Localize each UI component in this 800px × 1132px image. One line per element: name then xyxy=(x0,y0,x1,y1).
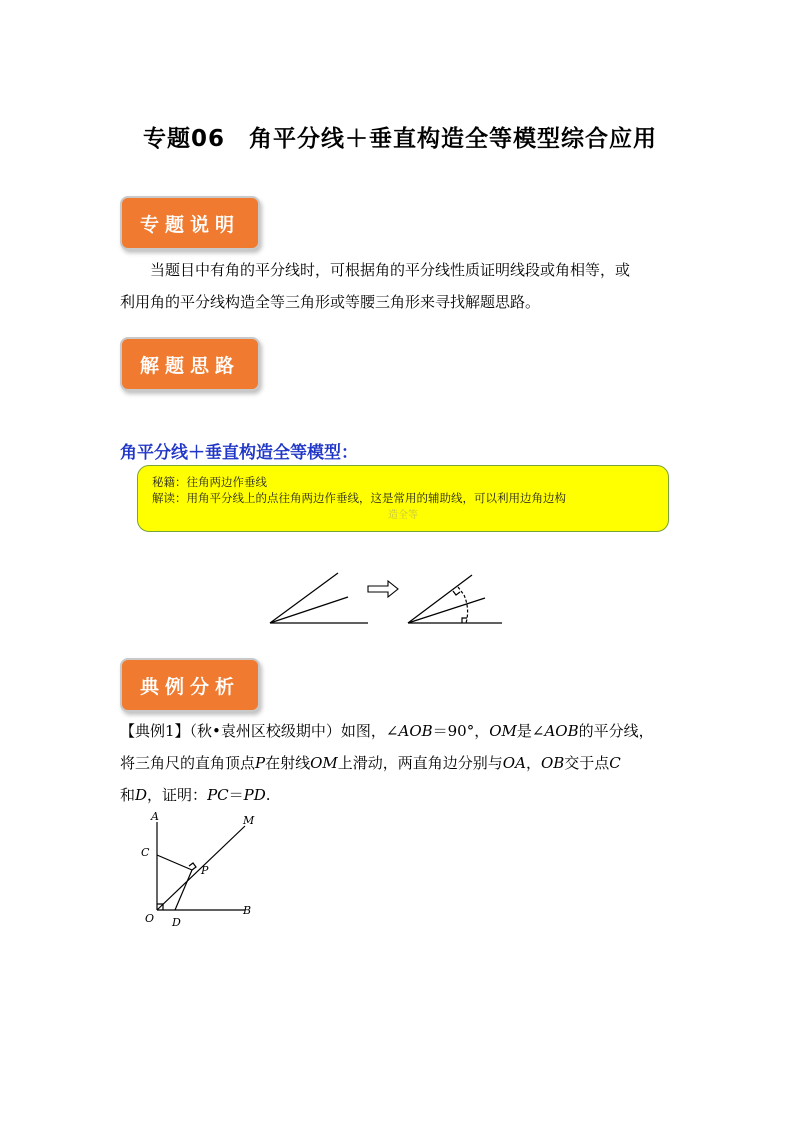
text-span: . xyxy=(265,786,271,804)
intro-paragraph xyxy=(120,254,685,318)
text-span: AOB xyxy=(398,722,433,740)
tip-line-1: 秘籍：往角两边作垂线 xyxy=(152,475,267,489)
text-span: OM xyxy=(310,754,338,772)
text-span: OA xyxy=(502,754,526,772)
text-span: OB xyxy=(540,754,565,772)
label-m: M xyxy=(243,814,255,827)
example-line-3 xyxy=(120,779,700,811)
text-span: ＝ xyxy=(228,786,244,804)
text-span: 在射线 xyxy=(265,754,311,772)
geometry-figure xyxy=(135,810,265,935)
text-span: P xyxy=(255,754,266,772)
angle-before xyxy=(270,573,368,623)
label-c: C xyxy=(141,846,150,859)
text-span: ，证明： xyxy=(147,786,208,804)
example-line-2 xyxy=(120,747,700,779)
example-tag: 【典例1】 xyxy=(120,722,190,740)
intro-line-2: 利用角的平分线构造全等三角形或等腰三角形来寻找解题思路。 xyxy=(120,293,541,311)
label-d: D xyxy=(172,916,181,929)
text-span: PC xyxy=(207,786,229,804)
text-span: 的平分线， xyxy=(578,722,654,740)
badge-example-analysis: 典例分析 xyxy=(120,658,260,712)
text-span: 上滑动，两直角边分别与 xyxy=(337,754,503,772)
example-source: （秋•袁州区校级期中） xyxy=(189,722,341,740)
text-span: ＝90°， xyxy=(432,722,490,740)
text-span: PD xyxy=(243,786,266,804)
badge-topic-explanation: 专题说明 xyxy=(120,196,260,250)
segment-pc xyxy=(157,855,192,870)
badge-solution-thinking: 解题思路 xyxy=(120,337,260,391)
arrow-icon xyxy=(368,581,398,597)
text-span: 将三角尺的直角顶点 xyxy=(120,754,256,772)
text-span: ， xyxy=(525,754,541,772)
text-span: AOB xyxy=(544,722,579,740)
label-a: A xyxy=(151,810,159,823)
label-p: P xyxy=(201,864,209,877)
text-span: 如图，∠ xyxy=(340,722,399,740)
tip-line-2: 解读：用角平分线上的点往角两边作垂线，这是常用的辅助线，可以利用边角边构 xyxy=(152,491,566,505)
angle-after xyxy=(408,575,502,623)
intro-line-1: 当题目中有角的平分线时，可根据角的平分线性质证明线段或角相等，或 xyxy=(150,261,631,279)
model-diagram xyxy=(260,565,520,635)
tip-line-3: 造全等 xyxy=(388,510,418,521)
text-span: OM xyxy=(489,722,517,740)
text-span: C xyxy=(609,754,621,772)
tip-box xyxy=(137,465,669,532)
example-line-1 xyxy=(120,715,700,747)
text-span: 是∠ xyxy=(516,722,545,740)
model-heading: 角平分线＋垂直构造全等模型： xyxy=(120,443,358,463)
label-b: B xyxy=(243,904,252,917)
text-span: D xyxy=(135,786,148,804)
text-span: 和 xyxy=(120,786,136,804)
label-o: O xyxy=(145,912,155,925)
example-1 xyxy=(120,715,700,811)
text-span: 交于点 xyxy=(564,754,610,772)
page-title: 专题06 角平分线＋垂直构造全等模型综合应用 xyxy=(142,126,657,152)
